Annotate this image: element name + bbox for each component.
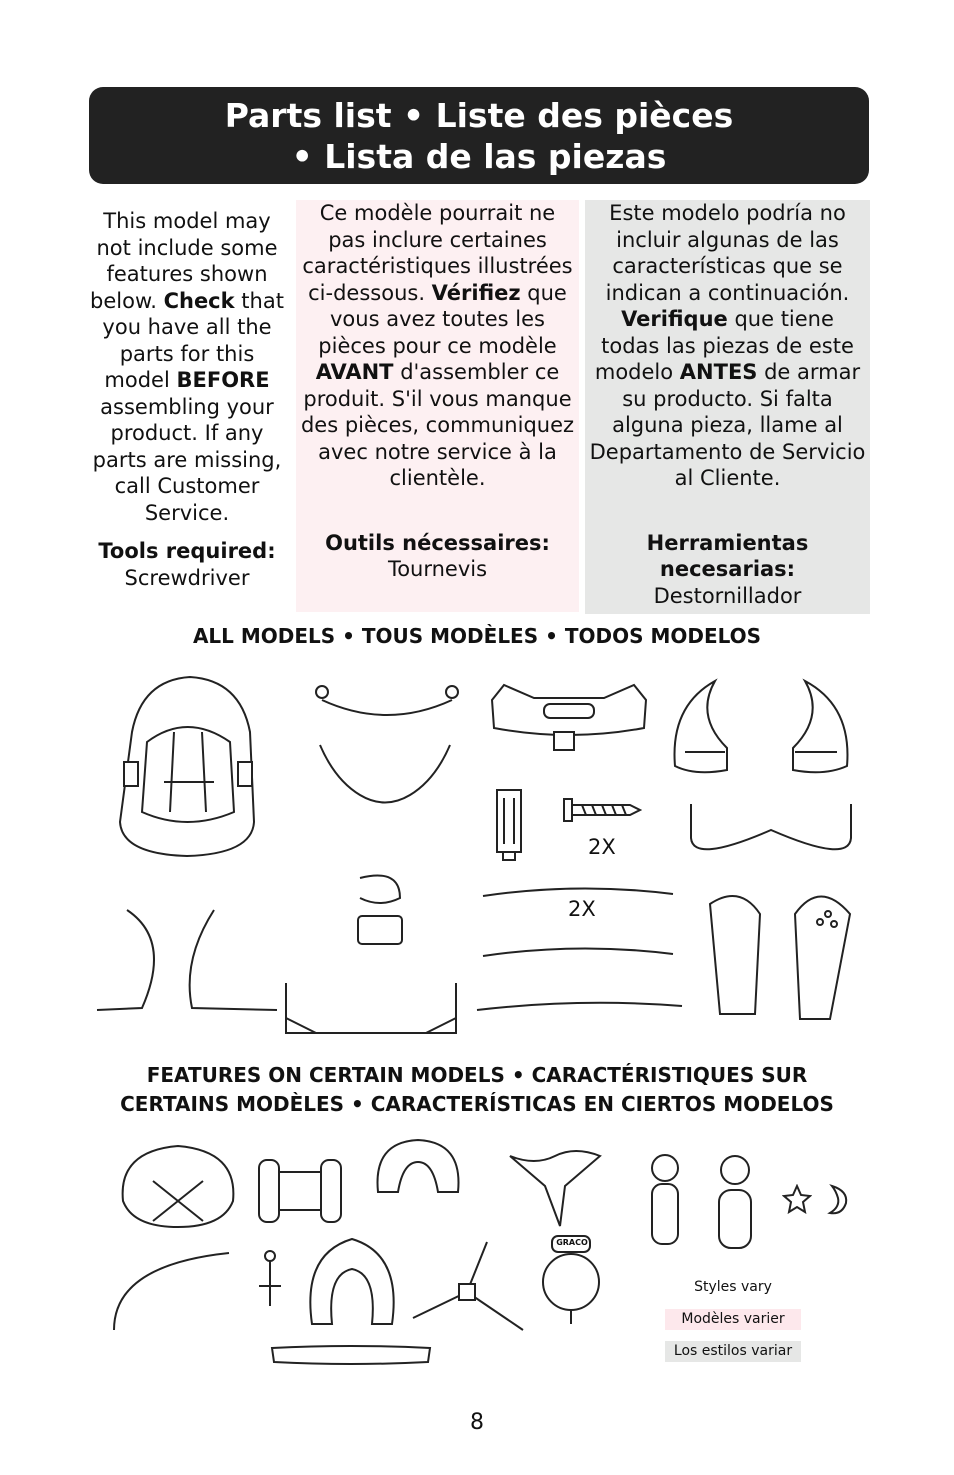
mobile-motor-illustration (540, 1234, 602, 1328)
rear-tube-illustration (472, 996, 688, 1022)
canopy-arm-illustration (104, 1245, 234, 1335)
curved-legs-illustration (92, 900, 282, 1015)
body-support-illustration (302, 1234, 402, 1338)
english-instructions: This model may not include some features shown below. Check that you have all the parts for this model BEFORE assembling your product. If any parts are missing, call Customer Service. (90, 209, 284, 525)
styles-vary-es: Los estilos variar (665, 1341, 801, 1362)
screw-quantity: 2X (588, 835, 616, 859)
screw-illustration (560, 795, 642, 825)
title-line-2: • Lista de las piezas (291, 137, 667, 176)
all-models-heading: ALL MODELS • TOUS MODÈLES • TODOS MODELOS (192, 624, 762, 648)
strap-covers-illustration (255, 1156, 345, 1226)
seat-pad-illustration (112, 672, 262, 862)
spanish-notice (585, 200, 870, 614)
brand-logo: GRACO (556, 1238, 588, 1247)
moon-toy-icon (826, 1183, 850, 1217)
features-heading: FEATURES ON CERTAIN MODELS • CARACTÉRISTIQUES SUR CERTAINS MODÈLES • CARACTERÍSTICAS EN CIERTOS MODELOS (120, 1063, 834, 1116)
star-toy-icon (782, 1184, 812, 1214)
power-adapter-illustration (340, 868, 420, 948)
seat-tube-illustration (312, 680, 462, 730)
toy-clip-illustration (255, 1248, 285, 1310)
seat-wire-illustration (315, 740, 455, 810)
mobile-arm-illustration (505, 1146, 605, 1230)
page-number: 8 (470, 1410, 484, 1435)
fabric-strip-illustration (268, 1344, 434, 1366)
styles-vary-en: Styles vary (694, 1279, 772, 1295)
u-frame-illustration (683, 798, 859, 868)
mobile-frame-illustration (405, 1238, 530, 1338)
head-support-illustration (113, 1141, 243, 1231)
giraffe-toy-illustration (638, 1150, 692, 1258)
spanish-tools: Herramientas necesarias: Destornillador (646, 530, 809, 608)
front-legs-illustration (665, 676, 857, 780)
cow-toy-illustration (703, 1152, 767, 1256)
head-pillow-illustration (373, 1137, 463, 1197)
base-frame-illustration (276, 978, 466, 1044)
motor-housing-illustration (700, 884, 860, 1024)
french-tools: Outils nécessaires: Tournevis (325, 530, 550, 581)
spanish-instructions: Este modelo podría no incluir algunas de las características que se indican a continuación. Verifique que tiene todas las piezas de este modelo ANTES de armar su producto. Si falta alguna pieza, llame al Departamento de Servicio al Cliente. (589, 201, 866, 490)
tray-illustration (484, 680, 654, 760)
tubes-quantity: 2X (568, 897, 596, 921)
styles-vary-fr: Modèles varier (665, 1309, 801, 1330)
battery-tube-illustration (494, 788, 524, 862)
english-notice (88, 208, 286, 591)
title-line-1: Parts list • Liste des pièces (224, 96, 734, 135)
french-instructions: Ce modèle pourrait ne pas inclure certaines caractéristiques illustrées ci-dessous. Vérifiez que vous avez toutes les pièces pour ce modèle AVANT d'assembler ce produit. S'il vous manque des pièces, communiquez avec notre service à la clientèle. (300, 201, 575, 490)
french-notice (296, 200, 579, 612)
title-banner (89, 87, 869, 184)
english-tools: Tools required: Screwdriver (98, 539, 276, 590)
lower-tube-illustration (478, 938, 678, 968)
